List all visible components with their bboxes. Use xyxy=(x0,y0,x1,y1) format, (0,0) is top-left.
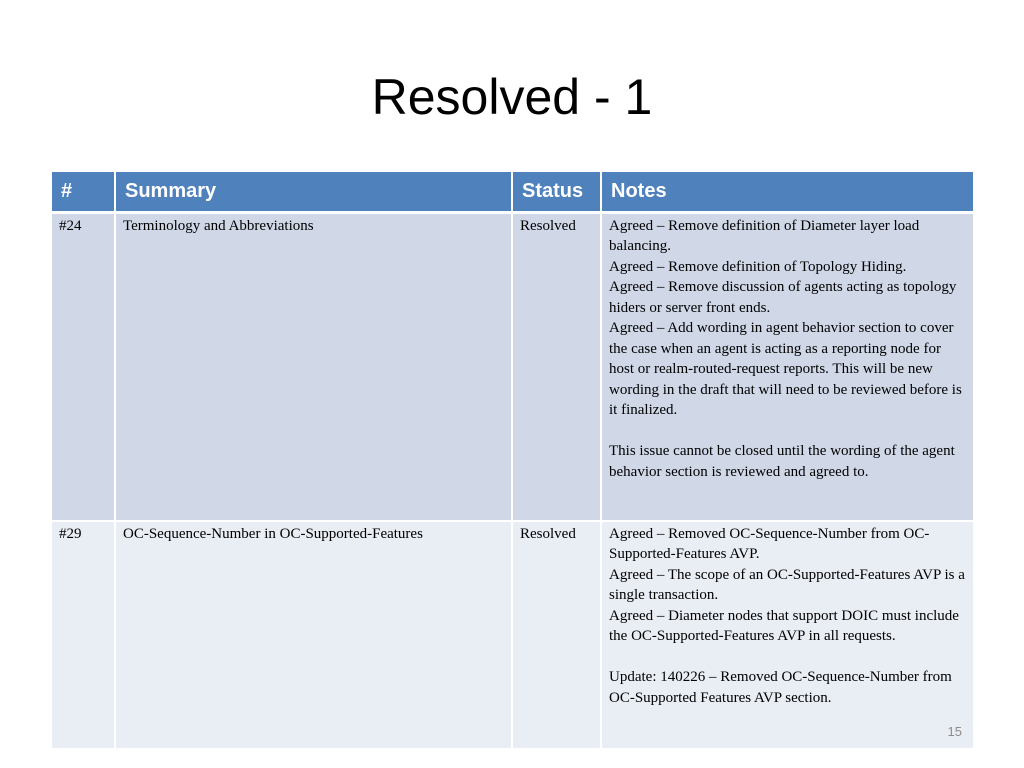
issue-id: #24 xyxy=(52,212,115,521)
note-line: This issue cannot be closed until the wording of the agent behavior section is reviewed and agreed to. xyxy=(609,443,955,480)
issue-status: Resolved xyxy=(512,521,601,749)
issue-id: #29 xyxy=(52,521,115,749)
issue-status: Resolved xyxy=(512,212,601,521)
column-header-notes: Notes xyxy=(601,172,973,212)
note-line: Agreed – Add wording in agent behavior section to cover the case when an agent is acting as a reporting node for host or realm-routed-request reports. This will be new wording in the draft that will need to be reviewed before is it finalized. xyxy=(609,320,962,418)
issue-table xyxy=(52,172,973,750)
table-row xyxy=(52,521,973,749)
note-spacer xyxy=(609,647,966,668)
issue-notes xyxy=(601,521,973,749)
note-line: Agreed – The scope of an OC-Supported-Features AVP is a single transaction. xyxy=(609,566,965,603)
slide-title: Resolved - 1 xyxy=(371,69,653,125)
page-number: 15 xyxy=(947,724,962,739)
note-spacer xyxy=(609,421,966,442)
note-line: Agreed – Remove definition of Diameter layer load balancing. xyxy=(609,217,920,254)
table-header-row xyxy=(52,172,973,212)
issue-notes xyxy=(601,212,973,521)
note-line: Agreed – Remove definition of Topology Hiding. xyxy=(609,258,907,275)
note-line: Agreed – Remove discussion of agents acting as topology hiders or server front ends. xyxy=(609,279,957,316)
table-row xyxy=(52,212,973,521)
column-header-number: # xyxy=(52,172,115,212)
column-header-summary: Summary xyxy=(115,172,512,212)
note-line: Update: 140226 – Removed OC-Sequence-Number from OC-Supported Features AVP section. xyxy=(609,669,952,706)
column-header-status: Status xyxy=(512,172,601,212)
note-line: Agreed – Removed OC-Sequence-Number from OC-Supported-Features AVP. xyxy=(609,525,930,562)
note-line: Agreed – Diameter nodes that support DOIC must include the OC-Supported-Features AVP in all requests. xyxy=(609,607,959,644)
issue-summary: Terminology and Abbreviations xyxy=(115,212,512,521)
issue-summary: OC-Sequence-Number in OC-Supported-Features xyxy=(115,521,512,749)
